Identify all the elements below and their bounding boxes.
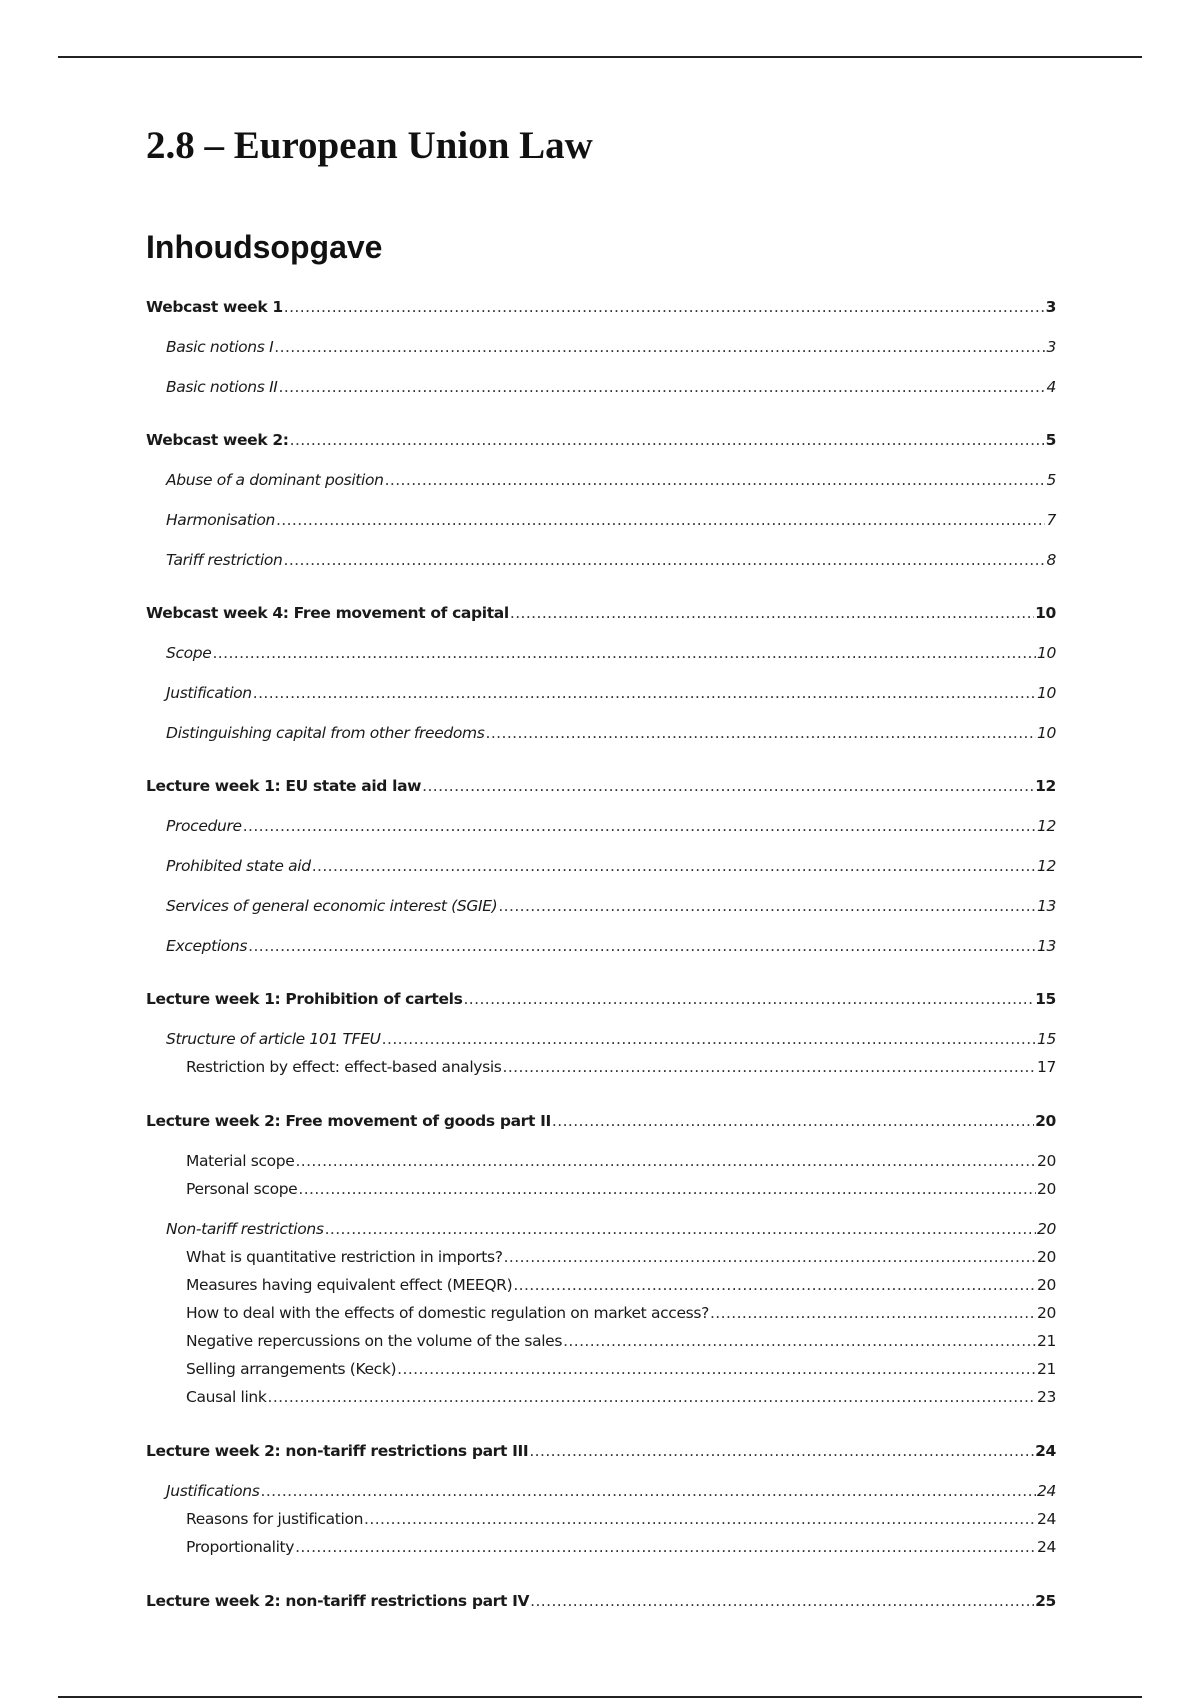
toc-entry-page: 20 <box>1036 1304 1056 1322</box>
toc-leader-dots <box>295 1149 1036 1173</box>
toc-entry-page: 3 <box>1046 338 1056 356</box>
toc-leader-dots <box>290 428 1045 452</box>
toc-entry-title: Services of general economic interest (SGIE) <box>166 897 498 915</box>
toc-entry[interactable] <box>146 428 1056 452</box>
toc-entry-page: 20 <box>1035 1112 1056 1130</box>
toc-leader-dots <box>397 1357 1036 1381</box>
toc-entry[interactable] <box>146 774 1056 798</box>
toc-entry-title: Justification <box>166 684 252 702</box>
toc-leader-dots <box>364 1507 1036 1531</box>
toc-entry-page: 12 <box>1036 817 1056 835</box>
toc-leader-dots <box>279 375 1046 399</box>
toc-entry[interactable] <box>146 1507 1056 1531</box>
toc-entry-page: 20 <box>1036 1180 1056 1198</box>
toc-entry-title: Lecture week 2: Free movement of goods part II <box>146 1112 551 1130</box>
toc-entry[interactable] <box>146 1055 1056 1079</box>
toc-entry-page: 20 <box>1036 1248 1056 1266</box>
toc-leader-dots <box>276 508 1046 532</box>
toc-entry-title: Webcast week 2: <box>146 431 289 449</box>
toc-entry[interactable] <box>146 1357 1056 1381</box>
toc-leader-dots <box>385 468 1046 492</box>
toc-leader-dots <box>325 1217 1036 1241</box>
toc-entry[interactable] <box>146 1109 1056 1133</box>
toc-entry[interactable] <box>146 1273 1056 1297</box>
toc-entry-title: Proportionality <box>186 1538 295 1556</box>
toc-entry-page: 10 <box>1036 644 1056 662</box>
header-rule <box>58 56 1142 58</box>
toc-leader-dots <box>243 814 1036 838</box>
toc-entry[interactable] <box>146 1439 1056 1463</box>
toc-leader-dots <box>312 854 1036 878</box>
toc-entry-title: Webcast week 4: Free movement of capital <box>146 604 509 622</box>
toc-entry-page: 7 <box>1046 511 1056 529</box>
toc-entry[interactable] <box>146 468 1056 492</box>
footer-rule <box>58 1696 1142 1698</box>
toc-entry-page: 15 <box>1036 1030 1056 1048</box>
toc-entry[interactable] <box>146 934 1056 958</box>
toc-leader-dots <box>253 681 1036 705</box>
toc-entry-title: How to deal with the effects of domestic regulation on market access? <box>186 1304 709 1322</box>
toc-leader-dots <box>274 335 1045 359</box>
toc-entry[interactable] <box>146 681 1056 705</box>
toc-entry[interactable] <box>146 1177 1056 1201</box>
toc-entry-title: Restriction by effect: effect-based analysis <box>186 1058 502 1076</box>
toc-entry-title: Abuse of a dominant position <box>166 471 384 489</box>
toc-entry-page: 8 <box>1046 551 1056 569</box>
toc-entry[interactable] <box>146 1149 1056 1173</box>
toc-entry-page: 25 <box>1035 1592 1056 1610</box>
toc-entry-title: Procedure <box>166 817 242 835</box>
toc-entry-page: 24 <box>1036 1510 1056 1528</box>
toc-entry[interactable] <box>146 641 1056 665</box>
toc-leader-dots <box>503 1055 1036 1079</box>
toc-entry-page: 10 <box>1036 724 1056 742</box>
toc-leader-dots <box>486 721 1036 745</box>
toc-entry[interactable] <box>146 854 1056 878</box>
toc-entry-title: Harmonisation <box>166 511 275 529</box>
toc-entry[interactable] <box>146 894 1056 918</box>
toc-entry[interactable] <box>146 548 1056 572</box>
toc-entry[interactable] <box>146 375 1056 399</box>
toc-entry-title: Lecture week 1: Prohibition of cartels <box>146 990 463 1008</box>
toc-leader-dots <box>382 1027 1036 1051</box>
toc-entry-title: What is quantitative restriction in imports? <box>186 1248 503 1266</box>
toc-leader-dots <box>529 1439 1034 1463</box>
toc-entry-title: Scope <box>166 644 212 662</box>
toc-leader-dots <box>510 601 1034 625</box>
toc-entry-title: Causal link <box>186 1388 267 1406</box>
toc-entry[interactable] <box>146 1385 1056 1409</box>
toc-entry[interactable] <box>146 508 1056 532</box>
toc-entry-title: Lecture week 2: non-tariff restrictions part III <box>146 1442 529 1460</box>
toc-entry-title: Personal scope <box>186 1180 298 1198</box>
toc-leader-dots <box>498 894 1036 918</box>
toc-entry-page: 4 <box>1046 378 1056 396</box>
toc-entry-title: Lecture week 2: non-tariff restrictions part IV <box>146 1592 530 1610</box>
toc-entry-title: Reasons for justification <box>186 1510 364 1528</box>
toc-entry-title: Tariff restriction <box>166 551 283 569</box>
toc-entry-page: 20 <box>1036 1152 1056 1170</box>
toc-entry-page: 13 <box>1036 937 1056 955</box>
toc-entry-page: 3 <box>1045 298 1056 316</box>
toc-entry-title: Measures having equivalent effect (MEEQR) <box>186 1276 513 1294</box>
toc-entry-page: 15 <box>1035 990 1056 1008</box>
toc-entry-page: 12 <box>1035 777 1056 795</box>
toc-entry-page: 20 <box>1036 1220 1056 1238</box>
toc-leader-dots <box>710 1301 1036 1325</box>
toc-leader-dots <box>298 1177 1036 1201</box>
toc-entry-title: Non-tariff restrictions <box>166 1220 324 1238</box>
toc-entry-page: 21 <box>1036 1332 1056 1350</box>
toc-entry-title: Webcast week 1 <box>146 298 283 316</box>
toc-leader-dots <box>295 1535 1036 1559</box>
toc-entry-page: 20 <box>1036 1276 1056 1294</box>
toc-entry-page: 5 <box>1046 471 1056 489</box>
toc-entry-page: 10 <box>1035 604 1056 622</box>
toc-entry-title: Distinguishing capital from other freedoms <box>166 724 485 742</box>
toc-entry-page: 24 <box>1036 1482 1056 1500</box>
toc-entry-page: 13 <box>1036 897 1056 915</box>
toc-entry-page: 21 <box>1036 1360 1056 1378</box>
toc-entry-title: Basic notions I <box>166 338 274 356</box>
toc-entry-title: Selling arrangements (Keck) <box>186 1360 397 1378</box>
toc-entry-page: 10 <box>1036 684 1056 702</box>
toc-entry[interactable] <box>146 721 1056 745</box>
toc-entry-title: Justifications <box>166 1482 260 1500</box>
document-title: 2.8 – European Union Law <box>146 124 593 167</box>
toc-entry[interactable] <box>146 1301 1056 1325</box>
toc-entry[interactable] <box>146 1217 1056 1241</box>
toc-leader-dots <box>422 774 1034 798</box>
toc-entry-page: 17 <box>1036 1058 1056 1076</box>
toc-entry-title: Basic notions II <box>166 378 278 396</box>
toc-leader-dots <box>284 295 1045 319</box>
toc-entry[interactable] <box>146 335 1056 359</box>
toc-leader-dots <box>268 1385 1036 1409</box>
toc-entry[interactable] <box>146 1329 1056 1353</box>
toc-entry[interactable] <box>146 1535 1056 1559</box>
toc-leader-dots <box>284 548 1046 572</box>
toc-entry-title: Material scope <box>186 1152 295 1170</box>
toc-entry-page: 23 <box>1036 1388 1056 1406</box>
toc-entry-title: Lecture week 1: EU state aid law <box>146 777 422 795</box>
toc-leader-dots <box>248 934 1036 958</box>
toc-entry-title: Exceptions <box>166 937 248 955</box>
toc-leader-dots <box>563 1329 1036 1353</box>
toc-leader-dots <box>261 1479 1036 1503</box>
toc-leader-dots <box>513 1273 1036 1297</box>
toc-leader-dots <box>530 1589 1034 1613</box>
toc-leader-dots <box>552 1109 1034 1133</box>
toc-entry-title: Negative repercussions on the volume of the sales <box>186 1332 563 1350</box>
toc-entry-page: 12 <box>1036 857 1056 875</box>
toc-entry-page: 5 <box>1045 431 1056 449</box>
toc-leader-dots <box>463 987 1034 1011</box>
toc-entry-page: 24 <box>1036 1538 1056 1556</box>
toc-entry[interactable] <box>146 987 1056 1011</box>
toc-leader-dots <box>212 641 1035 665</box>
toc-entry[interactable] <box>146 1245 1056 1269</box>
toc-entry-title: Prohibited state aid <box>166 857 311 875</box>
toc-entry-page: 24 <box>1035 1442 1056 1460</box>
toc-heading: Inhoudsopgave <box>146 229 383 265</box>
toc-entry[interactable] <box>146 295 1056 319</box>
toc-entry[interactable] <box>146 1027 1056 1051</box>
toc-leader-dots <box>504 1245 1036 1269</box>
toc-entry[interactable] <box>146 814 1056 838</box>
toc-entry[interactable] <box>146 601 1056 625</box>
toc-entry[interactable] <box>146 1589 1056 1613</box>
toc-entry-title: Structure of article 101 TFEU <box>166 1030 381 1048</box>
toc-entry[interactable] <box>146 1479 1056 1503</box>
